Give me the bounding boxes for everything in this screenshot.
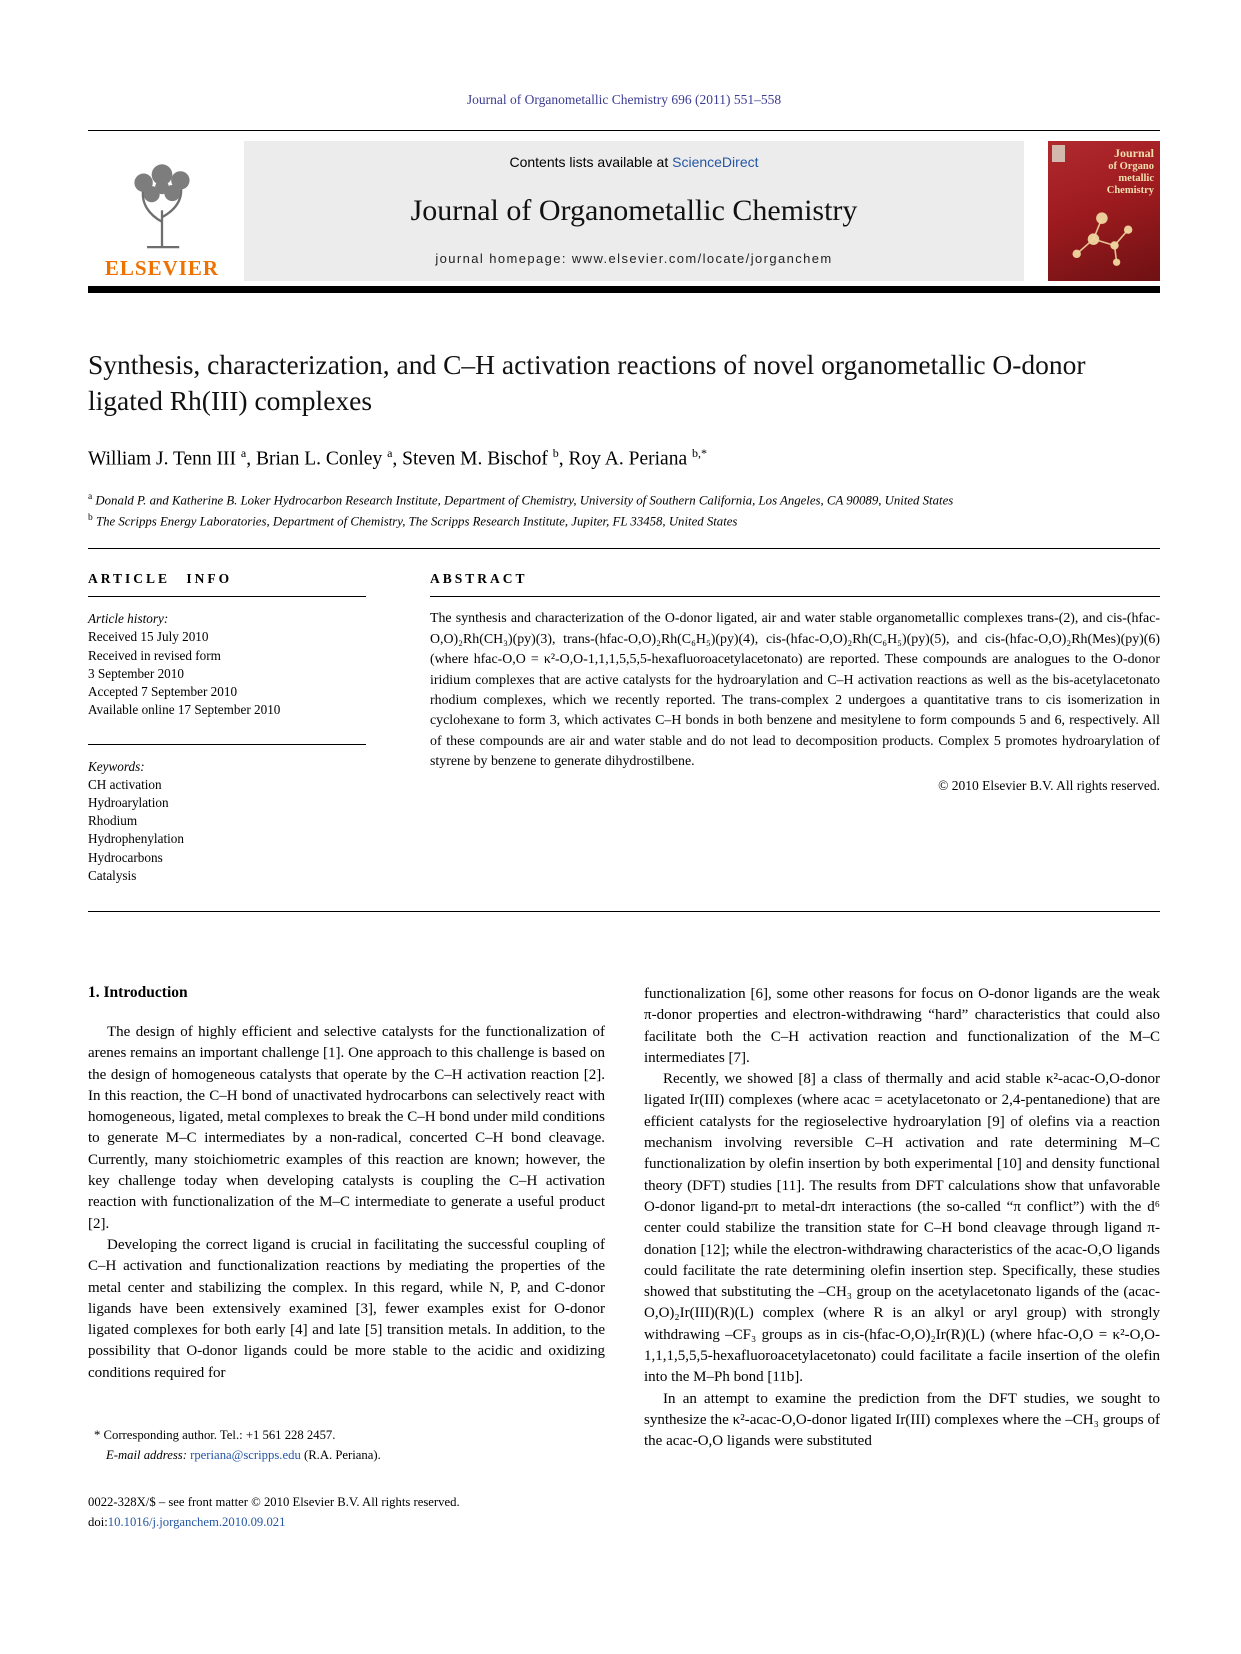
author-list <box>88 446 1160 471</box>
article-info-column <box>88 571 366 885</box>
email-label: E-mail address: <box>106 1447 187 1462</box>
sciencedirect-link[interactable]: ScienceDirect <box>672 154 759 170</box>
issn-copyright-line: 0022-328X/$ – see front matter © 2010 Elsevier B.V. All rights reserved. <box>88 1495 460 1510</box>
keyword: Rhodium <box>88 813 138 829</box>
author-name: , Steven M. Bischof <box>392 448 553 470</box>
keywords-label: Keywords: <box>88 758 145 774</box>
article-history-label: Article history: <box>88 611 169 627</box>
paragraph-intro-2: Developing the correct ligand is crucial in facilitating the successful coupling of C–H activation and functionalization reactions by mediating the properties of the metal center and stabilizing the complex. In this regard, while N, P, and C-donor ligands have been extensively examined [3], fewer examples exist for O-donor ligated complexes for both early [4] and late [5] transition metals. In addition, to the possibility that O-donor ligands could be more stable to the acidic and oxidizing conditions required for <box>88 1236 605 1381</box>
keyword: CH activation <box>88 776 162 792</box>
info-abstract-section <box>88 548 1160 912</box>
journal-title: Journal of Organometallic Chemistry <box>410 193 858 227</box>
journal-citation-line: Journal of Organometallic Chemistry 696 (2011) 551–558 <box>466 92 782 107</box>
rule <box>88 744 366 745</box>
affiliation-mark: a <box>88 492 93 503</box>
journal-cover-thumbnail <box>1048 141 1160 281</box>
email-line <box>88 1446 605 1466</box>
affiliation-text: The Scripps Energy Laboratories, Department of Chemistry, The Scripps Research Institute, Jupiter, FL 33458, United States <box>95 514 738 529</box>
history-line: Received 15 July 2010 <box>88 629 209 645</box>
history-line: 3 September 2010 <box>88 665 184 681</box>
abstract-column <box>430 571 1160 885</box>
cover-title-line: Chemistry <box>1106 184 1154 196</box>
journal-banner <box>244 141 1024 281</box>
author-affiliation-mark: a <box>387 445 393 460</box>
article-info-heading: ARTICLE INFO <box>88 571 233 587</box>
paragraph-intro-1: The design of highly efficient and selective catalysts for the functionalization of arenes remains an important challenge [1]. One approach to this challenge is based on the design of homogeneous catalysts that operate by the C–H activation reaction [2]. In this reaction, the C–H bond of unactivated hydrocarbons can selectively react with homogeneous, ligated, metal complexes to break the C–H bond under mild conditions to generate M–C intermediates by a non-radical, concerted C–H bond cleavage. Currently, many stoichiometric examples of this reaction are known; however, the key challenge today when developing catalysts is coupling the C–H activation reaction with functionalization of the M–C intermediate to generate a useful product [2]. <box>88 1023 605 1232</box>
author-name: , Roy A. Periana <box>558 448 692 470</box>
elsevier-wordmark: ELSEVIER <box>104 256 220 280</box>
keyword: Hydrophenylation <box>88 831 184 847</box>
affiliation-text: Donald P. and Katherine B. Loker Hydrocarbon Research Institute, Department of Chemistry, University of Southern California, Los Angeles, CA 90089, United States <box>95 493 954 508</box>
paragraph-intro-4: Recently, we showed [8] a class of thermally and acid stable κ²-acac-O,O-donor ligated Ir(III) complexes (where acac = acetylacetonato or 2,4-pentanedione) that are efficient catalysts for the regioselective hydroarylation [9] of olefins via a reaction mechanism involving reversible C–H activation and rate determining M–C functionalization by olefin insertion by both experimental [10] and density functional theory (DFT) studies [11]. The results from DFT calculations show that unfavorable O-donor ligand-pπ to metal-dπ interactions (the so-called “π conflict”) with the d⁶ center could stabilize the transition state for C–H bond cleavage through ligand π-donation [12]; while the electron-withdrawing characteristics of the acac-O,O ligands could facilitate the rate determining olefin insertion step. Specifically, these studies showed that substituting the –CH₃ group on the acetylacetonato ligands of the (acac-O,O)₂Ir(III)(R)(L) complex (where R is an alkyl or aryl group) with strongly withdrawing –CF₃ groups as in cis-(hfac-O,O)₂Ir(R)(L) (where hfac-O,O = κ²-O,O-1,1,1,5,5,5-hexafluoroacetylacetonato) could facilitate a facile insertion of the olefin into the M–Ph bond [11b]. <box>644 1071 1160 1386</box>
email-suffix: (R.A. Periana). <box>300 1447 381 1462</box>
molecule-graphic-icon <box>1062 199 1146 273</box>
history-line: Received in revised form <box>88 647 221 663</box>
cover-title-line: metallic <box>1118 172 1154 184</box>
journal-homepage-link[interactable]: journal homepage: www.elsevier.com/locate/jorganchem <box>435 251 833 266</box>
abstract-heading: ABSTRACT <box>430 571 528 587</box>
affiliation-a <box>88 490 1160 511</box>
body-right-column <box>644 984 1160 1533</box>
author-affiliation-mark: b <box>552 445 559 460</box>
email-link[interactable]: rperiana@scripps.edu <box>190 1447 301 1462</box>
cover-title-line: of Organo <box>1108 160 1154 172</box>
keyword: Hydroarylation <box>88 794 169 810</box>
section-heading-introduction: 1. Introduction <box>88 983 188 1001</box>
rule <box>88 596 366 597</box>
cover-logo-badge <box>1052 145 1065 162</box>
corresponding-author-note: * Corresponding author. Tel.: +1 561 228 2457. <box>94 1428 336 1443</box>
affiliation-b <box>88 511 1160 532</box>
imprint-block <box>88 1493 605 1532</box>
elsevier-tree-icon <box>119 162 205 254</box>
author-affiliation-mark: a <box>240 445 247 460</box>
abstract-text: The synthesis and characterization of the O-donor ligated, air and water stable organometallic complexes trans-(2), and cis-(hfac-O,O)₂Rh(CH₃)(py)(3), trans-(hfac-O,O)₂Rh(C₆H₅)(py)(4), cis-(hfac-O,O)₂Rh(C₆H₅)(py)(5), and cis-(hfac-O,O)₂Rh(Mes)(py)(6) (where hfac-O,O = κ²-O,O-1,1,1,5,5,5-hexafluoroacetylacetonato) are reported. These compounds are analogues to the O-donor iridium complexes that are active catalysts for the hydroarylation and C–H activation reactions as well as the bis-acetylacetonato rhodium complexes, which we recently reported. The trans-complex 2 undergoes a quantitative trans to cis isomerization in cyclohexane to form 3, which activates C–H bonds in both benzene and mesitylene to form compounds 5 and 6, respectively. All of these compounds are air and water stable and do not lead to decomposition products. Complex 5 promotes hydroarylation of styrene by benzene to generate dihydrostilbene. <box>430 611 1160 770</box>
affiliation-mark: b <box>88 513 93 524</box>
body-left-column <box>88 984 605 1533</box>
cover-title <box>1107 147 1154 197</box>
history-line: Available online 17 September 2010 <box>88 702 281 718</box>
contents-prefix: Contents lists available at <box>509 154 673 170</box>
doi-link[interactable]: 10.1016/j.jorganchem.2010.09.021 <box>107 1515 286 1530</box>
keyword: Hydrocarbons <box>88 849 163 865</box>
elsevier-logo <box>88 141 236 281</box>
affiliation-list <box>88 490 1160 532</box>
paragraph-intro-5: In an attempt to examine the prediction from the DFT studies, we sought to synthesize the κ²-acac-O,O-donor ligated Ir(III) complexes where the –CH₃ groups of the acac-O,O ligands were substituted <box>644 1390 1160 1450</box>
article-body <box>88 984 1160 1533</box>
header-divider-bar <box>88 286 1160 293</box>
keyword: Catalysis <box>88 867 137 883</box>
journal-masthead <box>88 130 1160 281</box>
author-name: , Brian L. Conley <box>246 448 388 470</box>
doi-line <box>88 1513 605 1533</box>
history-line: Accepted 7 September 2010 <box>88 684 238 700</box>
rule <box>430 596 1160 597</box>
abstract-copyright: © 2010 Elsevier B.V. All rights reserved. <box>938 777 1160 793</box>
contents-line <box>254 154 1014 170</box>
author-affiliation-mark: b,* <box>691 445 707 460</box>
cover-title-line: Journal <box>1113 146 1154 160</box>
author-name: William J. Tenn III <box>88 448 241 470</box>
paragraph-intro-3: functionalization [6], some other reasons for focus on O-donor ligands are the weak π-donor properties and electron-withdrawing “hard” characteristics that could also facilitate both the C–H activation reaction and functionalization of the M–C intermediates [7]. <box>644 985 1160 1066</box>
article-title: Synthesis, characterization, and C–H activation reactions of novel organometallic O-donor ligated Rh(III) complexes <box>88 349 1086 417</box>
doi-label: doi: <box>88 1515 108 1530</box>
footnote-block <box>88 1426 605 1465</box>
